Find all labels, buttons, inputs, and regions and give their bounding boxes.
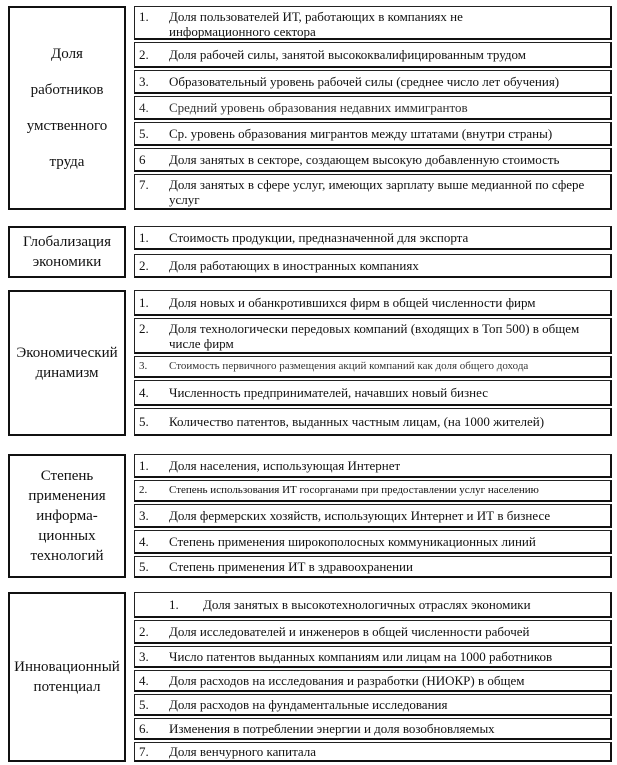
category-line: труда [49,154,85,170]
indicator-text: Образовательный уровень рабочей силы (среднее число лет обучения) [169,74,560,89]
category-line: потенциал [33,679,101,695]
indicator-number: 7. [139,744,149,759]
indicator-number: 2. [139,484,148,496]
indicator-text: Степень применения ИТ в здравоохранении [169,559,413,574]
indicator-text: Количество патентов, выданных частным лицам, (на 1000 жителей) [169,414,545,429]
category-line: Экономический [16,345,118,361]
indicator-number: 2. [139,321,149,336]
indicator-text: Стоимость продукции, предназначенной для экспорта [169,230,469,245]
indicator-row [134,556,612,578]
indicator-number: 1. [139,9,149,24]
category-line: Степень [40,468,94,484]
indicator-text: Средний уровень образования недавних иммигрантов [169,100,468,115]
indicator-row [134,356,612,378]
indicator-number: 3. [139,508,149,523]
indicator-number: 4. [139,673,149,688]
indicator-number: 4. [139,534,149,549]
indicator-number: 1. [169,597,179,612]
indicator-row [134,408,612,436]
category-line: применения [28,488,106,504]
category-line: Инновационный [14,659,120,675]
indicator-number: 4. [139,385,149,400]
indicator-row [134,380,612,406]
category-line: ционных [38,528,96,544]
indicator-row [134,670,612,692]
indicator-row [134,148,612,172]
indicator-text: Доля расходов на исследования и разработки (НИОКР) в общем [169,673,525,688]
category-it-adoption [8,454,126,578]
indicator-text: Доля занятых в секторе, создающем высокую добавленную стоимость [169,152,560,167]
indicator-row [134,6,612,40]
indicator-text: Доля занятых в сфере услуг, имеющих зарплату выше медианной по сфере услуг [169,177,585,207]
category-line: Глобализация [22,234,111,250]
indicator-row [134,592,612,618]
indicator-text: Доля фермерских хозяйств, использующих Интернет и ИТ в бизнесе [169,508,551,523]
indicator-text: Доля работающих в иностранных компаниях [169,258,419,273]
indicator-number: 5. [139,126,149,141]
indicator-row [134,480,612,502]
indicator-row [134,530,612,554]
indicator-text: Ср. уровень образования мигрантов между штатами (внутри страны) [169,126,553,141]
indicator-text: Степень использования ИТ госорганами при предоставлении услуг населению [169,484,539,496]
category-line: экономики [32,254,102,270]
indicator-row [134,70,612,94]
indicator-row [134,646,612,668]
indicator-number: 2. [139,624,149,639]
category-line: динамизм [35,365,99,381]
indicator-row [134,42,612,68]
indicator-number: 2. [139,258,149,273]
category-line: Доля [51,46,83,62]
indicator-number: 1. [139,295,149,310]
indicator-row [134,226,612,250]
indicator-row [134,718,612,740]
indicator-row [134,620,612,644]
indicator-text: Доля расходов на фундаментальные исследования [169,697,448,712]
indicator-number: 4. [139,100,149,115]
category-innovation-potential [8,592,126,762]
indicator-text: Доля рабочей силы, занятой высококвалифицированным трудом [169,47,526,62]
indicator-row [134,694,612,716]
category-line: информа- [36,508,98,524]
category-globalization [8,226,126,278]
indicator-number: 7. [139,177,149,192]
indicator-text: Доля пользователей ИТ, работающих в компаниях не информационного сектора [169,9,463,39]
indicator-text: Доля занятых в высокотехнологичных отраслях экономики [203,597,531,612]
category-knowledge-workers [8,6,126,210]
indicator-row [134,454,612,478]
category-line: умственного [26,118,108,134]
indicator-text: Доля технологически передовых компаний (входящих в Топ 500) в общем числе фирм [169,321,580,351]
indicator-text: Доля исследователей и инженеров в общей численности рабочей [169,624,530,639]
indicator-number: 1. [139,458,149,473]
indicator-number: 6 [139,152,146,167]
indicator-row [134,742,612,762]
indicator-text: Доля венчурного капитала [169,744,317,759]
indicator-row [134,290,612,316]
category-economic-dynamism [8,290,126,436]
indicator-number: 1. [139,230,149,245]
indicator-number: 2. [139,47,149,62]
indicator-row [134,318,612,354]
indicator-row [134,174,612,210]
indicator-row [134,96,612,120]
indicator-text: Доля новых и обанкротившихся фирм в общей численности фирм [169,295,536,310]
indicator-row [134,254,612,278]
indicator-number: 5. [139,414,149,429]
indicator-text: Стоимость первичного размещения акций компаний как доля общего дохода [169,360,529,372]
indicator-number: 3. [139,649,149,664]
indicator-number: 5. [139,559,149,574]
indicator-number: 6. [139,721,149,736]
indicator-text: Число патентов выданных компаниям или лицам на 1000 работников [169,649,553,664]
indicator-text: Доля населения, использующая Интернет [169,458,401,473]
indicator-row [134,504,612,528]
indicator-text: Численность предпринимателей, начавших новый бизнес [169,385,488,400]
indicator-text: Степень применения широкополосных коммуникационных линий [169,534,536,549]
indicator-text: Изменения в потреблении энергии и доля возобновляемых [169,721,495,736]
indicator-number: 5. [139,697,149,712]
indicator-number: 3. [139,360,148,372]
category-line: работников [30,82,104,98]
category-line: технологий [30,548,104,564]
indicator-row [134,122,612,146]
indicator-number: 3. [139,74,149,89]
